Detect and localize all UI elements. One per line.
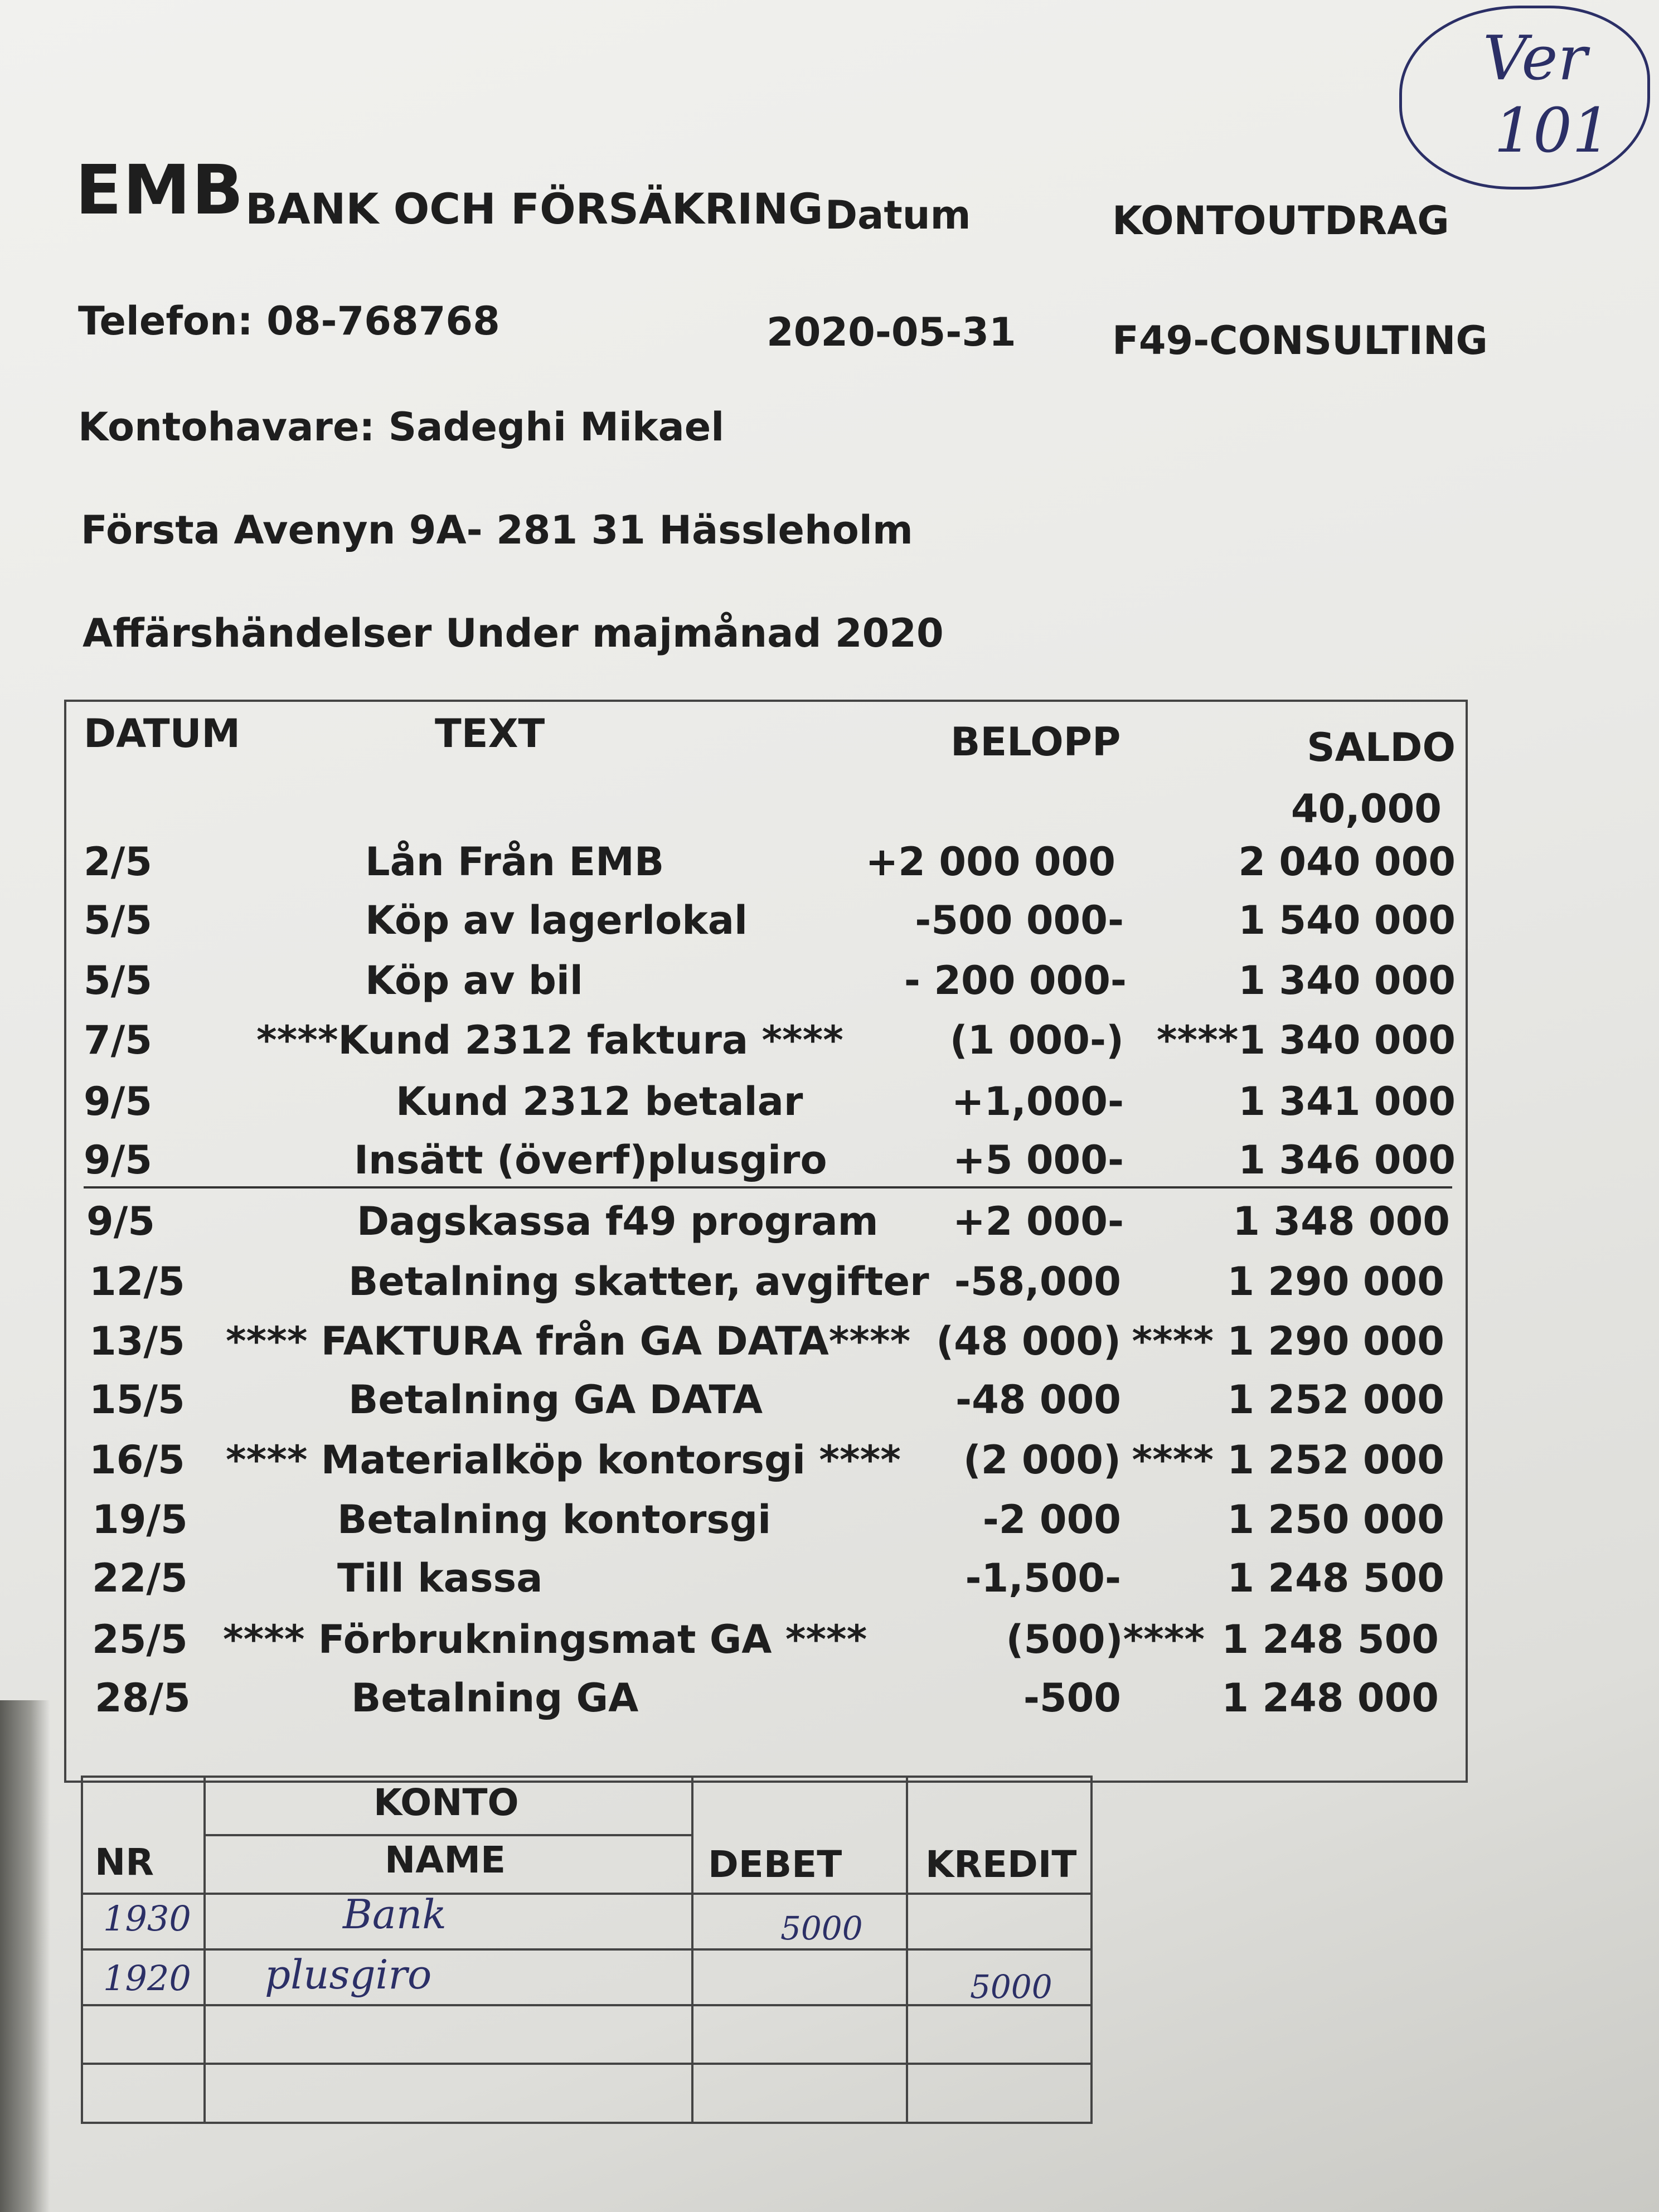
row-date: 12/5	[89, 1259, 185, 1304]
row-amount: +5 000-	[953, 1137, 1124, 1183]
stamp-line-2: 101	[1494, 95, 1611, 166]
row-date: 13/5	[89, 1318, 185, 1364]
table-row	[0, 1377, 1659, 1433]
row-balance: 1 252 000	[1227, 1377, 1444, 1423]
konto-entry-1-nr: 1930	[103, 1898, 191, 1939]
row-text: Lån Från EMB	[365, 839, 664, 885]
row-text: **** Materialköp kontorsgi ****	[226, 1437, 901, 1483]
row-date: 5/5	[84, 898, 152, 943]
row-amount: (48 000)	[936, 1318, 1121, 1364]
row-text: Till kassa	[337, 1555, 543, 1601]
table-row	[0, 1318, 1659, 1374]
datum-label: Datum	[825, 192, 971, 238]
row-date: 22/5	[92, 1555, 188, 1601]
row-date: 19/5	[92, 1497, 188, 1542]
row-amount: -48 000	[955, 1377, 1121, 1423]
row-date: 7/5	[84, 1017, 152, 1063]
row-date: 9/5	[86, 1199, 155, 1244]
row-balance: 1 346 000	[1238, 1137, 1456, 1183]
row-balance: **** 1 252 000	[1132, 1437, 1444, 1483]
table-row	[0, 1017, 1659, 1073]
table-row	[0, 1497, 1659, 1553]
row-amount: -58,000	[954, 1259, 1121, 1304]
row-text: Insätt (överf)plusgiro	[354, 1137, 827, 1183]
row-date: 16/5	[89, 1437, 185, 1483]
row-text: **** FAKTURA från GA DATA****	[226, 1318, 911, 1364]
row-balance: 1 341 000	[1238, 1079, 1456, 1124]
table-row	[0, 898, 1659, 953]
table-row	[0, 1555, 1659, 1611]
phone-number: Telefon: 08-768768	[78, 298, 500, 344]
row-text: Betalning skatter, avgifter	[348, 1259, 929, 1304]
konto-entry-2-nr: 1920	[103, 1958, 191, 1998]
document-type: KONTOUTDRAG	[1112, 198, 1449, 244]
row-date: 5/5	[84, 958, 152, 1003]
row-balance: 2 040 000	[1238, 839, 1456, 885]
konto-table	[81, 1776, 1093, 2124]
table-row	[0, 958, 1659, 1013]
row-amount: - 200 000-	[904, 958, 1127, 1003]
col-header-text: TEXT	[435, 711, 545, 756]
account-holder: Kontohavare: Sadeghi Mikael	[78, 404, 725, 450]
row-balance: 1 340 000	[1238, 958, 1456, 1003]
row-balance: ****1 340 000	[1156, 1017, 1456, 1063]
row-text: Köp av lagerlokal	[365, 898, 748, 943]
konto-title: KONTO	[373, 1781, 519, 1824]
table-row	[0, 1437, 1659, 1493]
row-amount: -500	[1023, 1675, 1121, 1721]
row-text: Dagskassa f49 program	[357, 1199, 879, 1244]
row-amount: (1 000-)	[949, 1017, 1124, 1063]
row-date: 25/5	[92, 1617, 188, 1662]
stamp-line-1: Ver	[1483, 22, 1588, 94]
row-date: 15/5	[89, 1377, 185, 1423]
konto-entry-2-name: plusgiro	[265, 1951, 432, 1998]
row-text: ****Kund 2312 faktura ****	[256, 1017, 843, 1063]
table-row	[0, 1137, 1659, 1193]
table-row	[0, 839, 1659, 895]
konto-col-nr: NR	[95, 1841, 154, 1884]
row-text: Kund 2312 betalar	[396, 1079, 803, 1124]
period-title: Affärshändelser Under majmånad 2020	[83, 610, 944, 656]
table-row	[0, 1199, 1659, 1254]
row-amount: (2 000)	[963, 1437, 1121, 1483]
row-amount: (500)****	[1006, 1617, 1205, 1662]
company-name: F49-CONSULTING	[1112, 318, 1488, 363]
photo-shadow	[0, 1700, 50, 2212]
row-balance: 1 248 500	[1221, 1617, 1439, 1662]
row-text: Betalning GA DATA	[348, 1377, 763, 1423]
row-text: **** Förbrukningsmat GA ****	[223, 1617, 867, 1662]
row-amount: +1,000-	[951, 1079, 1124, 1124]
row-balance: 1 248 000	[1221, 1675, 1439, 1721]
konto-entry-1-name: Bank	[343, 1891, 447, 1938]
row-amount: -500 000-	[915, 898, 1124, 943]
col-header-amount: BELOPP	[950, 719, 1121, 765]
holder-address: Första Avenyn 9A- 281 31 Hässleholm	[81, 507, 913, 553]
col-header-date: DATUM	[84, 711, 241, 756]
row-date: 2/5	[84, 839, 152, 885]
table-row	[0, 1617, 1659, 1672]
row-amount: +2 000-	[953, 1199, 1124, 1244]
row-amount: -1,500-	[965, 1555, 1121, 1601]
row-date: 9/5	[84, 1137, 152, 1183]
row-amount: +2 000 000	[865, 839, 1115, 885]
bank-logo: EMB	[75, 151, 245, 230]
row-balance: **** 1 290 000	[1132, 1318, 1444, 1364]
konto-col-name: NAME	[385, 1839, 506, 1881]
konto-entry-2-kredit: 5000	[970, 1968, 1052, 2006]
bank-name: BANK OCH FÖRSÄKRING	[245, 184, 823, 234]
table-row	[0, 1079, 1659, 1134]
table-row	[0, 1259, 1659, 1314]
row-amount: -2 000	[982, 1497, 1121, 1542]
konto-entry-1-debet: 5000	[780, 1909, 863, 1947]
statement-date: 2020-05-31	[767, 309, 1016, 355]
row-balance: 1 248 500	[1227, 1555, 1444, 1601]
row-date: 9/5	[84, 1079, 152, 1124]
row-balance: 1 250 000	[1227, 1497, 1444, 1542]
row-balance: 1 290 000	[1227, 1259, 1444, 1304]
table-row	[0, 1675, 1659, 1731]
col-header-balance: SALDO	[1307, 725, 1456, 770]
row-balance: 1 540 000	[1238, 898, 1456, 943]
row-date: 28/5	[95, 1675, 191, 1721]
row-text: Betalning GA	[351, 1675, 639, 1721]
opening-balance: 40,000	[1291, 786, 1442, 832]
row-text: Betalning kontorsgi	[337, 1497, 772, 1542]
row-text: Köp av bil	[365, 958, 583, 1003]
konto-col-kredit: KREDIT	[925, 1843, 1077, 1886]
row-balance: 1 348 000	[1233, 1199, 1450, 1244]
konto-col-debet: DEBET	[708, 1843, 842, 1886]
